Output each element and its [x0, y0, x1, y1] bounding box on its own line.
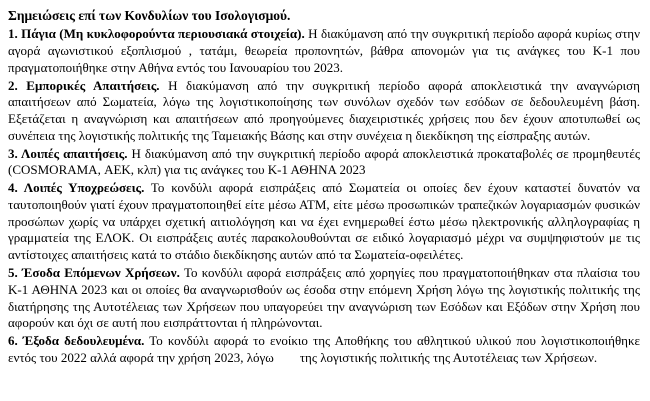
note-item: [8, 265, 640, 332]
note-body: Το κονδύλι αφορά το ενοίκιο της Αποθήκης του αθλητικού υλικού που λογιστικοποιήθηκε εντός του 2022 αλλά αφορά την χρήση 2023, λόγω: [8, 333, 640, 365]
note-lead: 3. Λοιπές απαιτήσεις.: [8, 145, 128, 161]
note-body-continued: της λογιστικής πολιτικής της Αυτοτέλειας των Χρήσεων.: [299, 349, 598, 365]
note-item: [8, 26, 640, 76]
note-item: [8, 78, 640, 145]
note-item: [8, 180, 640, 264]
note-lead: 1. Πάγια (Μη κυκλοφορούντα περιουσιακά στοιχεία).: [8, 26, 305, 42]
note-lead: 6. Έξοδα δεδουλευμένα.: [8, 333, 145, 349]
note-body: Το κονδύλι αφορά εισπράξεις από Σωματεία οι οποίες δεν έχουν καταστεί δυνατόν να ταυτοποιηθούν γιατί έχουν πραγματοποιηθεί είτε μέσω ΑΤΜ, είτε μέσω προσωπικών τραπεζικών λογαριασμών φυσικών προσώπων χωρίς να υπάρχει σχετική αιτιολόγηση και να έχει ενημερωθεί έστω μέσω ηλεκτρονικής αλληλογραφίας η γραμματεία της ΕΛΟΚ. Οι εισπράξεις αυτές παρακολουθούνται σε ειδικό λογαριασμό μέχρι να συμψηφιστούν με τις αντίστοιχες απαιτήσεις κατά το στάδιο διεκδίκησης αυτών από τα Σωματεία-οφειλέτες.: [8, 180, 640, 263]
note-item: [8, 333, 640, 367]
note-body: Το κονδύλι αφορά εισπράξεις από χορηγίες που πραγματοποιήθηκαν στα πλαίσια του Κ-1 ΑΘΗΝΑ 2023 και οι οποίες θα αναγνωρισθούν ως έσοδα στην επόμενη Χρήση λόγω της λογιστικής πολιτικής της διατήρησης της Αυτοτέλειας των Χρήσεων που υπαγορεύει την αναγνώριση των Εσόδων και Εξόδων στην Χρήση που αφορούν και όχι σε αυτή που εισπράττονται ή πληρώνονται.: [8, 264, 640, 331]
note-body: Η διακύμανση από την συγκριτική περίοδο αφορά αποκλειστικά προκαταβολές σε προμηθευτές (COSMORAMA, ΑΕΚ, κλπ) για τις ανάγκες του Κ-1 ΑΘΗΝΑ 2023: [8, 145, 640, 178]
note-body: Η διακύμανση από την συγκριτική περίοδο αφορά αποκλειστικά την αναγνώριση απαιτήσεων από Σωματεία, λόγω της λογιστικοποίησης των συνόλων σχεδόν των εσόδων σε δεδουλευμένη βάση. Εξετάζεται η αναγνώριση και απαιτήσεων από προηγούμενες διαχειριστικές χρήσεις που δεν έχουν αποτυπωθεί ως συνέπεια της λογιστικής πολιτικής της Ταμειακής Βάσης και στην συνέχεια η διεκδίκηση της είσπραξης αυτών.: [8, 77, 640, 143]
note-lead: 5. Έσοδα Επόμενων Χρήσεων.: [8, 264, 180, 280]
page-title: Σημειώσεις επί των Κονδυλίων του Ισολογισμού.: [8, 8, 291, 23]
note-body: Η διακύμανση από την συγκριτική περίοδο αφορά κυρίως στην αγορά αγωνιστικού εξοπλισμού , τατάμι, θεωρεία προπονητών, βάθρα απονομών για τις ανάγκες του Κ-1 που πραγματοποιήθηκε στην Αθήνα εντός του Ιανουαρίου του 2023.: [8, 26, 640, 75]
note-item: [8, 146, 640, 180]
note-lead: 4. Λοιπές Υποχρεώσεις.: [8, 180, 145, 196]
note-lead: 2. Εμπορικές Απαιτήσεις.: [8, 77, 160, 93]
